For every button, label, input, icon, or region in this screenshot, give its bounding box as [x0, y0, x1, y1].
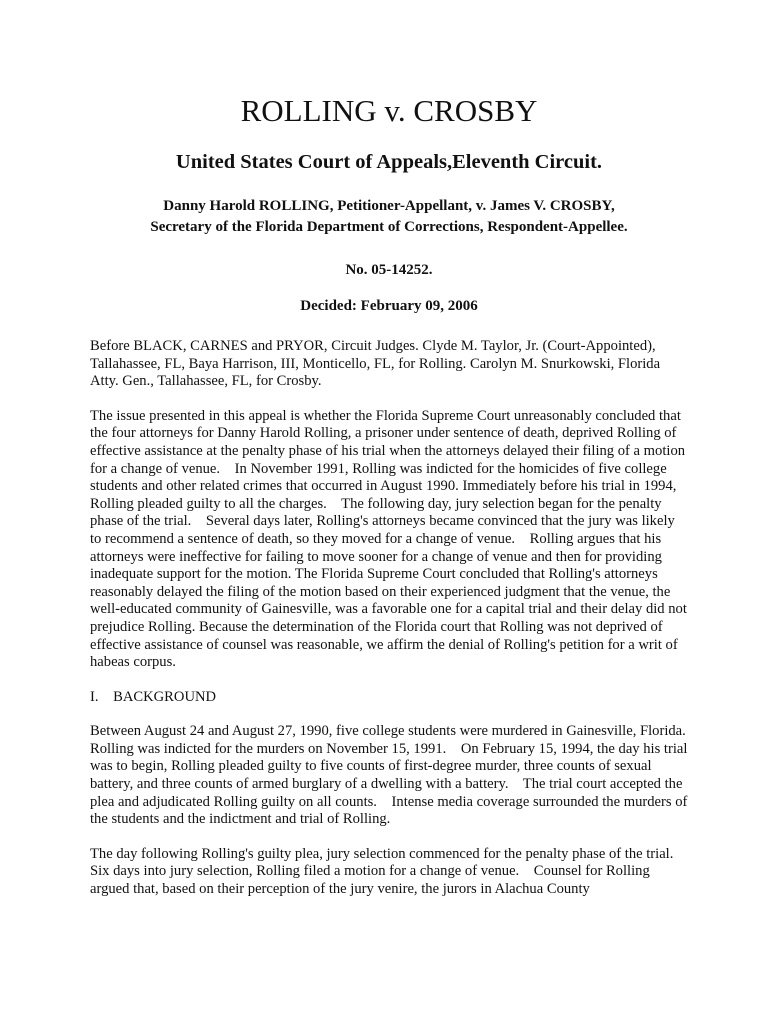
- judges-paragraph: Before BLACK, CARNES and PRYOR, Circuit Judges. Clyde M. Taylor, Jr. (Court-Appointed), Tallahassee, FL, Baya Harrison, III, Monticello, FL, for Rolling. Carolyn M. Snurkowski, Florida Atty. Gen., Tallahassee, FL, for Crosby.: [90, 338, 663, 390]
- section-heading-background: I. BACKGROUND: [90, 688, 217, 705]
- court-name: United States Court of Appeals,Eleventh Circuit.: [175, 151, 603, 173]
- docket-number: No. 05-14252.: [345, 262, 433, 278]
- background-paragraph: Between August 24 and August 27, 1990, five college students were murdered in Gainesville, Florida. Rolling was indicted for the murders on November 15, 1991. On February 15, 1994, the day his trial was to begin, Rolling pleaded guilty to five counts of first-degree murder, three counts of sexual battery, and three counts of armed burglary of a dwelling with a battery. The trial court accepted the plea and adjudicated Rolling guilty on all counts. Intense media coverage surrounded the murders of the students and the indictment and trial of Rolling.: [90, 723, 701, 828]
- parties: [90, 196, 688, 238]
- day-following-paragraph: The day following Rolling's guilty plea, jury selection commenced for the penalty phase of the trial. Six days into jury selection, Rolling filed a motion for a change of venue. Counsel for Rolling argued that, based on their perception of the jury venire, the jurors in Alachua County: [90, 845, 688, 898]
- case-title: ROLLING v. CROSBY: [240, 93, 538, 128]
- decided-date: Decided: February 09, 2006: [300, 298, 478, 314]
- parties-line-1: Danny Harold ROLLING, Petitioner-Appellant, v. James V. CROSBY,: [163, 198, 615, 214]
- parties-line-2: Secretary of the Florida Department of Corrections, Respondent-Appellee.: [150, 219, 628, 235]
- issue-paragraph: The issue presented in this appeal is whether the Florida Supreme Court unreasonably concluded that the four attorneys for Danny Harold Rolling, a prisoner under sentence of death, deprived Rolling of effective assistance at the penalty phase of his trial when the attorneys delayed their filing of a motion for a change of venue. In November 1991, Rolling was indicted for the homicides of five college students and other related crimes that occurred in August 1990. Immediately before his trial in 1994, Rolling pleaded guilty to all the charges. The following day, jury selection began for the penalty phase of the trial. Several days later, Rolling's attorneys became convinced that the jury was likely to recommend a sentence of death, so they moved for a change of venue. Rolling argues that his attorneys were ineffective for failing to move sooner for a change of venue and then for providing inadequate support for the motion. The Florida Supreme Court concluded that Rolling's attorneys reasonably delayed the filing of the motion based on their experienced judgment that the venue, the well-educated community of Gainesville, was a favorable one for a capital trial and their delay did not prejudice Rolling. Because the determination of the Florida court that Rolling was not deprived of effective assistance of counsel was reasonable, we affirm the denial of Rolling's petition for a writ of habeas corpus.: [90, 407, 691, 671]
